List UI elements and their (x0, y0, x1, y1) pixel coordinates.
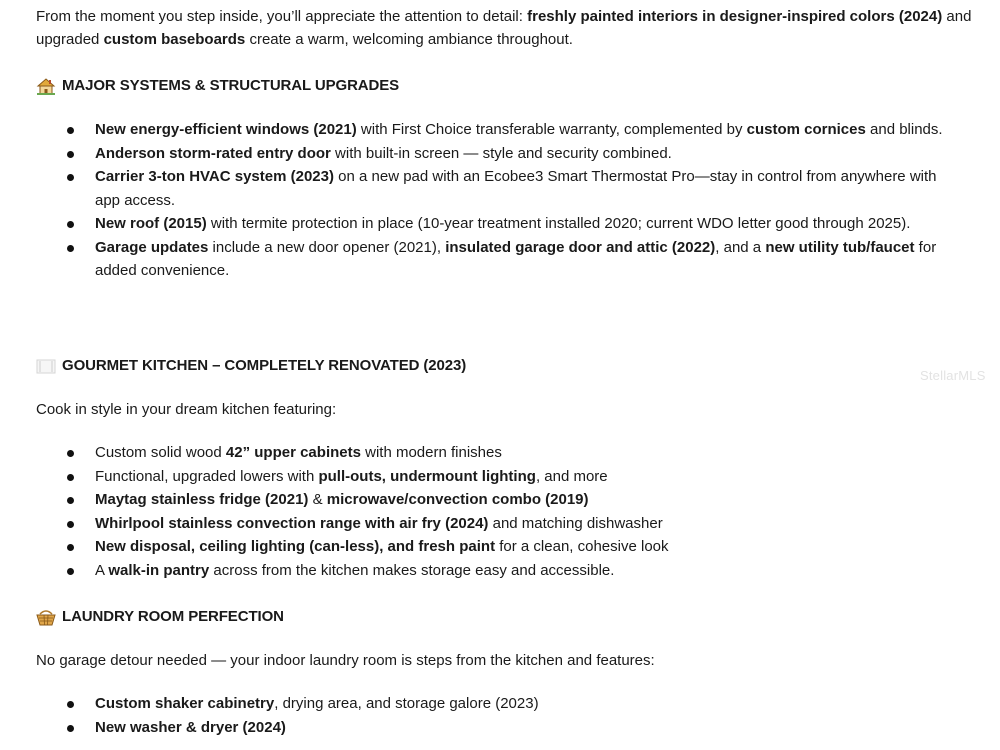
item-text: include a new door opener (2021), (208, 238, 446, 256)
intro-bold-text: custom baseboards (103, 31, 246, 48)
watermark: StellarMLS (920, 368, 986, 383)
bullet-dot (67, 450, 74, 457)
item-bold-text: custom cornices (746, 121, 866, 138)
item-text: , drying area, and storage galore (2023) (274, 695, 539, 712)
intro-bold-text: freshly painted interiors in designer-inspired colors (2024) (527, 8, 943, 25)
item-bold-text: microwave/convection combo (2019) (326, 491, 589, 508)
item-bold-text: pull-outs, undermount lighting (318, 467, 536, 485)
intro-text: and upgraded (36, 8, 972, 48)
plate-icon (36, 356, 56, 376)
item-bold-text: Anderson storm-rated entry door (95, 144, 331, 162)
item-text: , and more (535, 467, 608, 485)
intro-text: create a warm, welcoming ambiance throughout. (245, 31, 573, 48)
bullet-dot (67, 701, 74, 708)
kitchen-intro: Cook in style in your dream kitchen featuring: (36, 401, 337, 418)
intro-text: From the moment you step inside, you’ll appreciate the attention to detail: (36, 8, 528, 25)
bullet-dot (67, 221, 74, 228)
item-bold-text: Carrier 3-ton HVAC system (2023) (95, 168, 334, 185)
item-text: with modern finishes (360, 444, 502, 461)
list-item (0, 236, 965, 283)
bullet-dot (67, 151, 74, 158)
bullet-dot (67, 544, 74, 551)
item-bold-text: New washer & dryer (2024) (95, 718, 286, 736)
item-text: and matching dishwasher (488, 514, 663, 532)
item-text: for added convenience. (95, 238, 937, 279)
item-text: on a new pad with an Ecobee3 Smart Thermostat Pro—stay in control from anywhere with app access. (95, 168, 937, 209)
item-text: across from the kitchen makes storage easy and accessible. (209, 561, 615, 579)
laundry-heading-text: LAUNDRY ROOM PERFECTION (62, 608, 284, 625)
laundry-list (0, 692, 1000, 739)
list-item (0, 165, 965, 212)
bullet-dot (67, 245, 74, 252)
laundry-heading (36, 605, 284, 629)
item-text: with built-in screen — style and security combined. (330, 144, 672, 162)
item-text: for a clean, cohesive look (495, 538, 669, 555)
bullet-dot (67, 174, 74, 181)
item-bold-text: new utility tub/faucet (765, 238, 915, 256)
list-item (0, 488, 965, 512)
systems-list (0, 118, 1000, 283)
list-item (0, 535, 965, 559)
intro-paragraph (36, 5, 976, 51)
item-bold-text: Garage updates (95, 238, 209, 256)
item-bold-text: Maytag stainless fridge (2021) (95, 491, 309, 508)
laundry-basket-icon (36, 607, 56, 627)
item-text: A (95, 561, 109, 579)
bullet-dot (67, 521, 74, 528)
item-bold-text: insulated garage door and attic (2022) (445, 238, 716, 256)
item-text: with First Choice transferable warranty, complemented by (356, 121, 747, 138)
item-bold-text: New disposal, ceiling lighting (can-less), and fresh paint (95, 538, 496, 555)
list-item (0, 465, 965, 489)
item-text: Functional, upgraded lowers with (95, 467, 319, 485)
item-bold-text: Custom shaker cabinetry (95, 695, 275, 712)
item-text: and blinds. (865, 121, 943, 138)
laundry-intro: No garage detour needed — your indoor laundry room is steps from the kitchen and features: (36, 652, 655, 669)
bullet-dot (67, 474, 74, 481)
item-bold-text: walk-in pantry (108, 561, 210, 579)
item-text: with termite protection in place (10-year treatment installed 2020; current WDO letter good through 2025). (206, 215, 911, 232)
item-bold-text: New roof (2015) (95, 215, 207, 232)
item-bold-text: 42” upper cabinets (225, 444, 361, 461)
list-item (0, 692, 965, 716)
list-item (0, 716, 965, 740)
item-bold-text: Whirlpool stainless convection range with air fry (2024) (95, 514, 489, 532)
list-item (0, 142, 965, 166)
list-item (0, 559, 965, 583)
bullet-dot (67, 568, 74, 575)
list-item (0, 118, 965, 142)
list-item (0, 512, 965, 536)
house-icon (36, 76, 56, 96)
list-item (0, 441, 965, 465)
item-text: Custom solid wood (95, 444, 226, 461)
kitchen-heading-text: GOURMET KITCHEN – COMPLETELY RENOVATED (2023) (62, 357, 467, 374)
item-text: , and a (715, 238, 766, 256)
kitchen-list (0, 441, 1000, 582)
bullet-dot (67, 725, 74, 732)
list-item (0, 212, 965, 236)
kitchen-heading (36, 354, 466, 378)
bullet-dot (67, 497, 74, 504)
item-text: & (308, 491, 327, 508)
systems-heading (36, 74, 399, 98)
bullet-dot (67, 127, 74, 134)
systems-heading-text: MAJOR SYSTEMS & STRUCTURAL UPGRADES (62, 77, 400, 94)
item-bold-text: New energy-efficient windows (2021) (95, 121, 357, 138)
